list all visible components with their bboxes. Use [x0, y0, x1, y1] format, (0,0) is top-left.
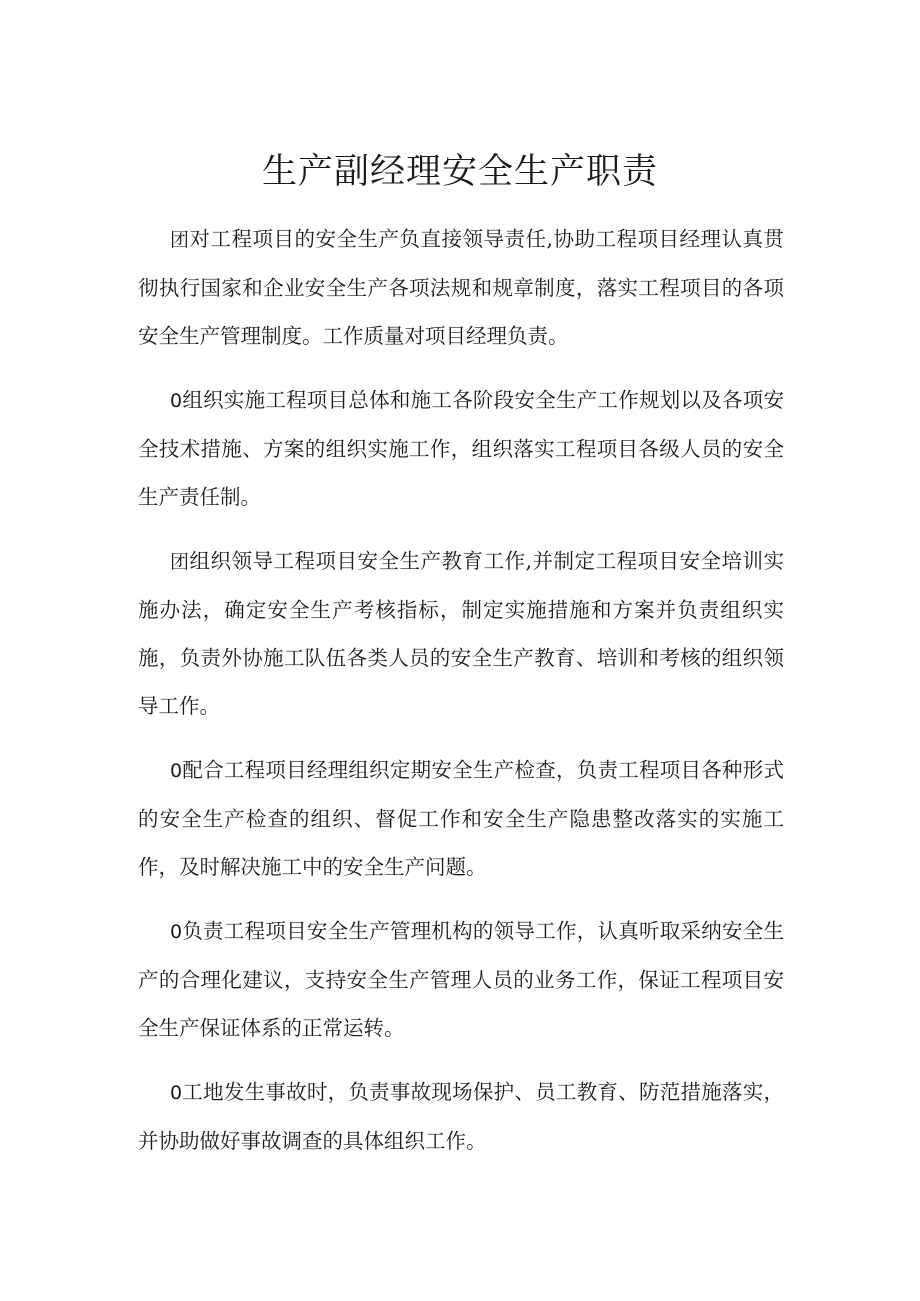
- paragraph-3: [138, 537, 784, 730]
- paragraph-text: 组织实施工程项目总体和施工各阶段安全生产工作规划以及各项安全技术措施、方案的组织实施工作，组织落实工程项目各级人员的安全生产责任制。: [138, 388, 784, 509]
- paragraph-text: 负责工程项目安全生产管理机构的领导工作，认真听取采纳安全生产的合理化建议，支持安全生产管理人员的业务工作，保证工程项目安全生产保证体系的正常运转。: [138, 919, 784, 1040]
- paragraph-5: [138, 907, 784, 1052]
- paragraph-marker: 0: [170, 760, 183, 782]
- paragraph-text: 对工程项目的安全生产负直接领导责任,协助工程项目经理认真贯彻执行国家和企业安全生产各项法规和规章制度，落实工程项目的各项安全生产管理制度。工作质量对项目经理负责。: [138, 227, 784, 348]
- paragraph-marker: 0: [170, 1082, 183, 1104]
- paragraph-4: [138, 746, 784, 891]
- paragraph-marker: 0: [170, 921, 183, 943]
- paragraph-6: [138, 1068, 784, 1165]
- paragraph-text: 配合工程项目经理组织定期安全生产检查，负责工程项目各种形式的安全生产检查的组织、督促工作和安全生产隐患整改落实的实施工作，及时解决施工中的安全生产问题。: [138, 758, 784, 879]
- paragraph-marker: 团: [170, 551, 190, 573]
- paragraph-2: [138, 376, 784, 521]
- paragraph-marker: 团: [170, 229, 190, 251]
- paragraph-text: 组织领导工程项目安全生产教育工作,并制定工程项目安全培训实施办法，确定安全生产考核指标，制定实施措施和方案并负责组织实施，负责外协施工队伍各类人员的安全生产教育、培训和考核的组织领导工作。: [138, 549, 784, 718]
- paragraph-1: [138, 215, 784, 360]
- paragraph-text: 工地发生事故时，负责事故现场保护、员工教育、防范措施落实，并协助做好事故调查的具体组织工作。: [138, 1080, 784, 1153]
- document-title: 生产副经理安全生产职责: [261, 152, 658, 192]
- document-body: [138, 215, 784, 1181]
- paragraph-marker: 0: [170, 390, 183, 412]
